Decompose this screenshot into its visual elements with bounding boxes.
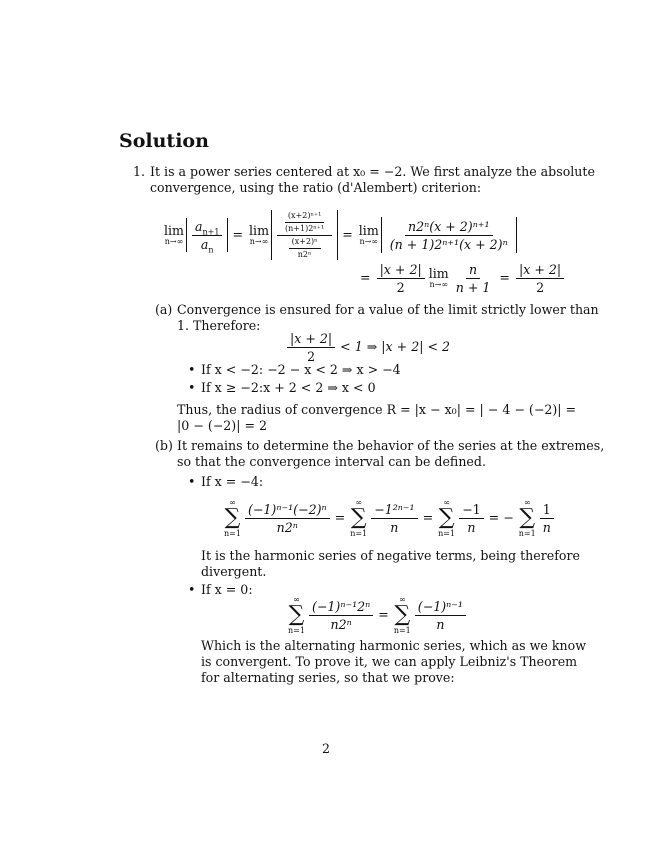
alt-line2: is convergent. To prove it, we can apply Leibniz's Theorem (201, 654, 578, 669)
result-fraction: $\frac{|x + 2|}{2}$ (516, 262, 564, 295)
series-display-x-minus-4: ∞ ∑ n=1 $\frac{\text{(−1)ⁿ⁻¹(−2)ⁿ}}{\text{n2ⁿ}}$ = ∞ ∑ n=1 $\frac{\text{−1²ⁿ⁻¹}}{n}$ = ∞ ∑ n=1 $\frac{-1}{n}$ = − ∞ ∑ n=1 $\frac{1}{n}$ (222, 496, 556, 540)
item1-text-line2: convergence, using the ratio (d'Alembert) criterion: (150, 180, 482, 195)
harmonic-line2: divergent. (201, 564, 267, 579)
radius-line2: |0 − (−2)| = 2 (177, 418, 268, 433)
sum-symbol: ∞ ∑ n=1 (518, 498, 536, 538)
inequality-fraction: $\frac{|x + 2|}{2}$ (287, 331, 335, 364)
series-term-1: $\frac{\text{(−1)ⁿ⁻¹(−2)ⁿ}}{\text{n2ⁿ}}$ (245, 502, 330, 535)
abs-simplified-fraction (381, 217, 517, 253)
inequality-rest: < 1 ⇒ |x + 2| < 2 (340, 339, 451, 354)
bullet-icon: • (188, 582, 196, 597)
limit-operator: lim n→∞ (164, 222, 184, 246)
inequality-display (285, 330, 450, 364)
abs-compound-fraction (271, 210, 338, 260)
sum-symbol: ∞ ∑ n=1 (288, 595, 305, 635)
part-a-bullet2: If x ≥ −2:x + 2 < 2 ⇒ x < 0 (201, 380, 376, 395)
limit-operator: lim n→∞ (249, 222, 270, 246)
part-b-bullet1-head: If x = −4: (201, 474, 264, 489)
abs-ratio (186, 218, 228, 255)
equals-sign: = (360, 270, 371, 285)
n-over-n-plus-one-fraction: $\frac{n}{n + 1}$ (455, 261, 491, 295)
compound-fraction (277, 211, 332, 260)
equals-sign: = (499, 270, 510, 285)
bullet-icon: • (188, 474, 196, 489)
alt-line3: for alternating series, so that we prove: (201, 670, 455, 685)
harmonic-line1: It is the harmonic series of negative terms, being therefore (201, 548, 580, 563)
part-b-label: (b) (155, 438, 173, 453)
part-b-bullet2-head: If x = 0: (201, 582, 253, 597)
equals-sign: = (342, 227, 353, 242)
series-term-4: $\frac{1}{n}$ (540, 502, 554, 535)
equals-sign: = (232, 227, 244, 242)
part-a-text-line2: 1. Therefore: (177, 318, 261, 333)
alt-line1: Which is the alternating harmonic series, which as we know (201, 638, 586, 653)
ratio-equation-line1 (162, 208, 517, 262)
limit-operator: lim n→∞ (428, 265, 449, 289)
part-a-bullet1: If x < −2: −2 − x < 2 ⇒ x > −4 (201, 362, 401, 377)
radius-line1: Thus, the radius of convergence R = |x − x₀| = | − 4 − (−2)| = (177, 402, 577, 417)
part-b-text-line1: It remains to determine the behavior of the series at the extremes, (177, 438, 605, 453)
series-term-3: $\frac{-1}{n}$ (459, 502, 484, 535)
inner-top-fraction: $\frac{\text{(x+2)ⁿ⁺¹}}{\text{(n+1)2ⁿ⁺¹}}$ (285, 210, 325, 233)
series-term-2: $\frac{\text{−1²ⁿ⁻¹}}{n}$ (371, 502, 417, 535)
alt-series-term-1: $\frac{\text{(−1)ⁿ⁻¹2ⁿ}}{\text{n2ⁿ}}$ (309, 599, 373, 632)
page-number: 2 (322, 741, 331, 756)
part-a-label: (a) (155, 302, 173, 317)
ratio-equation-line2 (356, 260, 566, 296)
series-display-x-0: ∞ ∑ n=1 $\frac{\text{(−1)ⁿ⁻¹2ⁿ}}{\text{n2ⁿ}}$ = ∞ ∑ n=1 $\frac{\text{(−1)ⁿ⁻¹}}{n}$ (286, 594, 468, 636)
bullet-icon: • (188, 362, 196, 377)
sum-symbol: ∞ ∑ n=1 (393, 595, 411, 635)
simplified-fraction: $\frac{\text{n2ⁿ(x + 2)ⁿ⁺¹}}{\text{(n + 1)2ⁿ⁺¹(x + 2)ⁿ}}$ (389, 218, 508, 252)
item1-text-line1: It is a power series centered at x₀ = −2. We first analyze the absolute (150, 164, 595, 179)
inner-bottom-fraction: $\frac{\text{(x+2)ⁿ}}{\text{n2ⁿ}}$ (289, 237, 321, 260)
part-b-text-line2: so that the convergence interval can be defined. (177, 454, 486, 469)
section-heading: Solution (119, 130, 209, 152)
bullet-icon: • (188, 380, 196, 395)
sum-symbol: ∞ ∑ n=1 (224, 498, 241, 538)
alt-series-term-2: $\frac{\text{(−1)ⁿ⁻¹}}{n}$ (415, 599, 466, 632)
ratio-fraction: $\frac{a_{n+1}}{a_n}$ (192, 219, 222, 252)
sum-symbol: ∞ ∑ n=1 (438, 498, 456, 538)
abs-over-two-fraction: $\frac{|x + 2|}{2}$ (377, 262, 425, 295)
limit-operator: lim n→∞ (358, 222, 379, 246)
item-number: 1. (133, 164, 146, 179)
part-a-text-line1: Convergence is ensured for a value of the limit strictly lower than (177, 302, 599, 317)
sum-symbol: ∞ ∑ n=1 (350, 498, 368, 538)
